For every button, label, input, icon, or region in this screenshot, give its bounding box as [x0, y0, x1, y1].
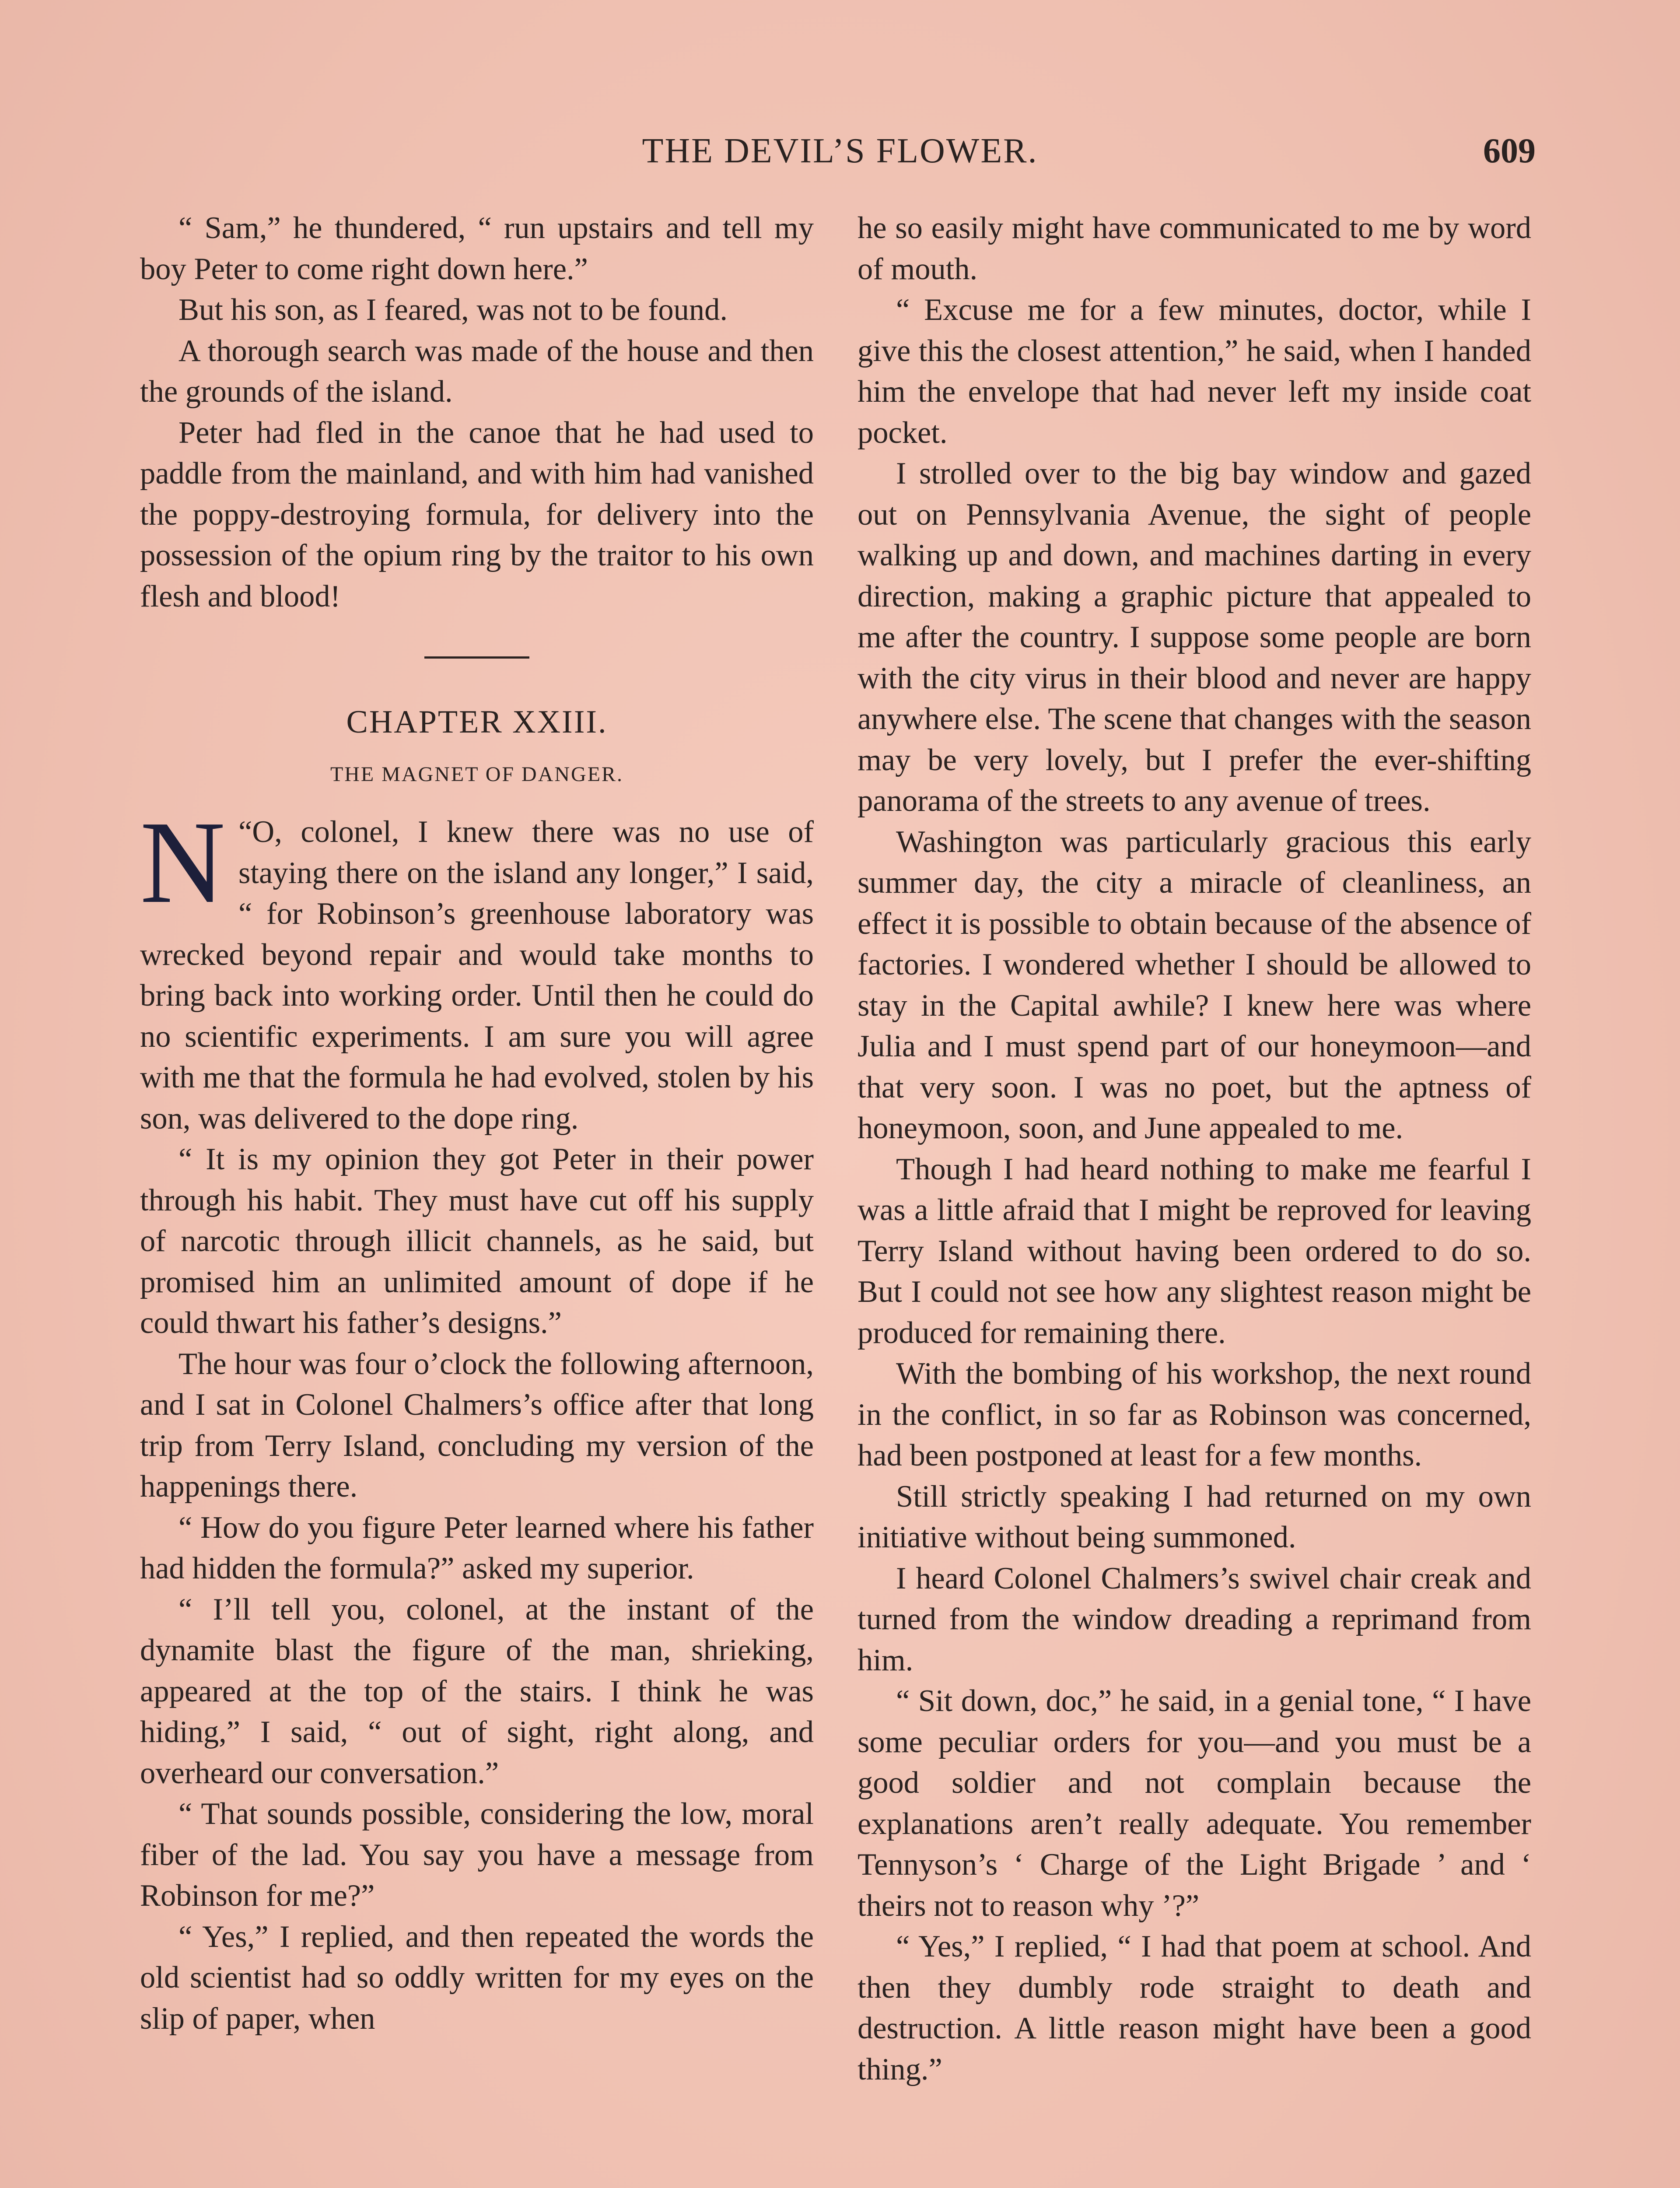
- paragraph: “ Excuse me for a few minutes, doctor, while I give this the closest attention,” he said, when I handed him the envelope that had never left my inside coat pocket.: [858, 293, 1531, 450]
- chapter-subtitle: THE MAGNET OF DANGER.: [330, 763, 624, 786]
- right-column: [858, 208, 1531, 2090]
- opening-paragraph: [140, 797, 814, 1139]
- paragraph: “ How do you figure Peter learned where his father had hidden the formula?” asked my superior.: [140, 1510, 814, 1585]
- paragraph: “ I’ll tell you, colonel, at the instant of the dynamite blast the figure of the man, shrieking, appeared at the top of the stairs. I think he was hiding,” I said, “ out of sight, right along, and overheard our conversation.”: [140, 1592, 814, 1790]
- page-number: 609: [1483, 132, 1536, 170]
- opening-quote: “: [238, 815, 252, 849]
- drop-cap: N: [140, 797, 225, 928]
- paragraph: With the bombing of his workshop, the next round in the conflict, in so far as Robinson was concerned, had been postponed at least for a few months.: [858, 1357, 1531, 1473]
- paragraph: “ That sounds possible, considering the low, moral fiber of the lad. You say you have a message from Robinson for me?”: [140, 1797, 814, 1913]
- paragraph: “ It is my opinion they got Peter in their power through his habit. They must have cut off his supply of narcotic through illicit channels, as he said, but promised him an unlimited amount of dope if he could thwart his father’s designs.”: [140, 1142, 814, 1340]
- paragraph: “ Sam,” he thundered, “ run upstairs and tell my boy Peter to come right down here.”: [140, 211, 814, 286]
- chapter-title: CHAPTER XXIII.: [346, 704, 608, 740]
- paragraph: Peter had fled in the canoe that he had used to paddle from the mainland, and with him had vanished the poppy-destroying formula, for delivery into the possession of the opium ring by the traitor to his own flesh and blood!: [140, 415, 814, 614]
- paragraph: The hour was four o’clock the following afternoon, and I sat in Colonel Chalmers’s office after that long trip from Terry Island, concluding my version of the happenings there.: [140, 1346, 814, 1504]
- paragraph: “ Yes,” I replied, “ I had that poem at school. And then they dumbly rode straight to death and destruction. A little reason might have been a good thing.”: [858, 1929, 1531, 2086]
- paragraph: Though I had heard nothing to make me fearful I was a little afraid that I might be reproved for leaving Terry Island without having been ordered to do so. But I could not see how any slightest reason might be produced for remaining there.: [858, 1152, 1531, 1350]
- paragraph: Washington was particularly gracious this early summer day, the city a miracle of cleanliness, an effect it is possible to obtain because of the absence of factories. I wondered whether I should be allowed to stay in the Capital awhile? I knew here was where Julia and I must spend part of our honeymoon—and that very soon. I was no poet, but the aptness of honeymoon, soon, and June appealed to me.: [858, 824, 1531, 1145]
- continued-paragraph: he so easily might have communicated to me by word of mouth.: [858, 211, 1531, 286]
- section-divider: [424, 656, 529, 659]
- running-title: THE DEVIL’S FLOWER.: [642, 132, 1038, 170]
- opening-text: O, colonel, I knew there was no use of staying there on the island any longer,” I said, “ for Robinson’s greenhouse laboratory was wrecked beyond repair and would take months to bring back into working order. Until then he could do no scientific experiments. I am sure you will agree with me that the formula he had evolved, stolen by his son, was delivered to the dope ring.: [140, 815, 814, 1136]
- paragraph: Still strictly speaking I had returned on my own initiative without being summoned.: [858, 1479, 1531, 1554]
- paragraph: I strolled over to the big bay window and gazed out on Pennsylvania Avenue, the sight of people walking up and down, and machines darting in every direction, making a graphic picture that appealed to me after the country. I suppose some people are born with the city virus in their blood and never are happy anywhere else. The scene that changes with the season may be very lovely, but I prefer the ever-shifting panorama of the streets to any avenue of trees.: [858, 456, 1531, 818]
- paragraph: I heard Colonel Chalmers’s swivel chair creak and turned from the window dreading a reprimand from him.: [858, 1561, 1531, 1677]
- paragraph: “ Sit down, doc,” he said, in a genial tone, “ I have some peculiar orders for you—and you must be a good soldier and not complain because the explanations aren’t really adequate. You remember Tennyson’s ‘ Charge of the Light Brigade ’ and ‘ theirs not to reason why ’?”: [858, 1684, 1531, 1923]
- left-column: [140, 208, 814, 2039]
- paragraph: A thorough search was made of the house and then the grounds of the island.: [140, 333, 814, 409]
- running-head: [144, 131, 1536, 179]
- paragraph: But his son, as I feared, was not to be found.: [178, 293, 728, 327]
- paragraph: “ Yes,” I replied, and then repeated the words the old scientist had so oddly written for my eyes on the slip of paper, when: [140, 1919, 814, 2036]
